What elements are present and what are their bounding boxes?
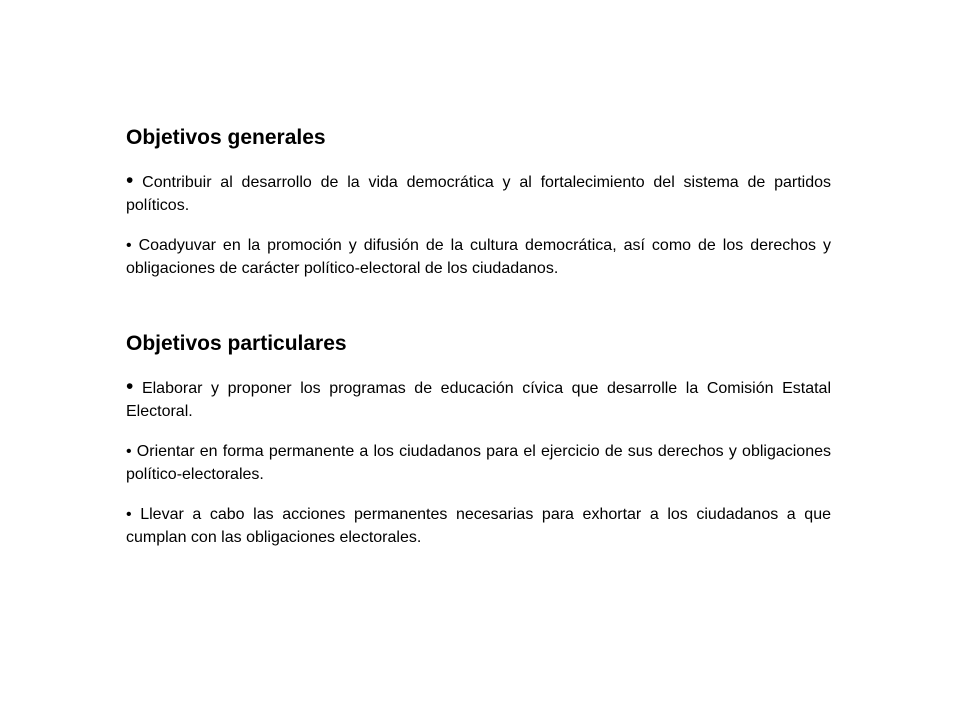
list-item [126,375,831,423]
list-item-text: Coadyuvar en la promoción y difusión de la cultura democrática, así como de los derechos y obligaciones de carácter político-electoral de los ciudadanos. [126,237,831,277]
section-title-objetivos-generales: Objetivos generales [126,126,326,149]
list-item [126,503,831,549]
list-item-text: Llevar a cabo las acciones permanentes necesarias para exhortar a los ciudadanos a que cumplan con las obligaciones electorales. [126,506,831,546]
list-item-text: Orientar en forma permanente a los ciudadanos para el ejercicio de sus derechos y obligaciones político-electorales. [126,443,831,483]
bullet-icon: • [126,237,132,254]
slide-content [126,122,831,549]
section-title-objetivos-particulares: Objetivos particulares [126,332,347,355]
list-item [126,169,831,217]
bullet-icon: • [126,443,132,460]
bullet-icon: • [126,169,134,192]
list-item-text: Elaborar y proponer los programas de educación cívica que desarrolle la Comisión Estatal Electoral. [126,380,831,420]
list-item [126,440,831,486]
bullet-icon: • [126,506,132,523]
bullet-icon: • [126,375,134,398]
list-item-text: Contribuir al desarrollo de la vida democrática y al fortalecimiento del sistema de partidos políticos. [126,174,831,214]
list-item [126,234,831,280]
